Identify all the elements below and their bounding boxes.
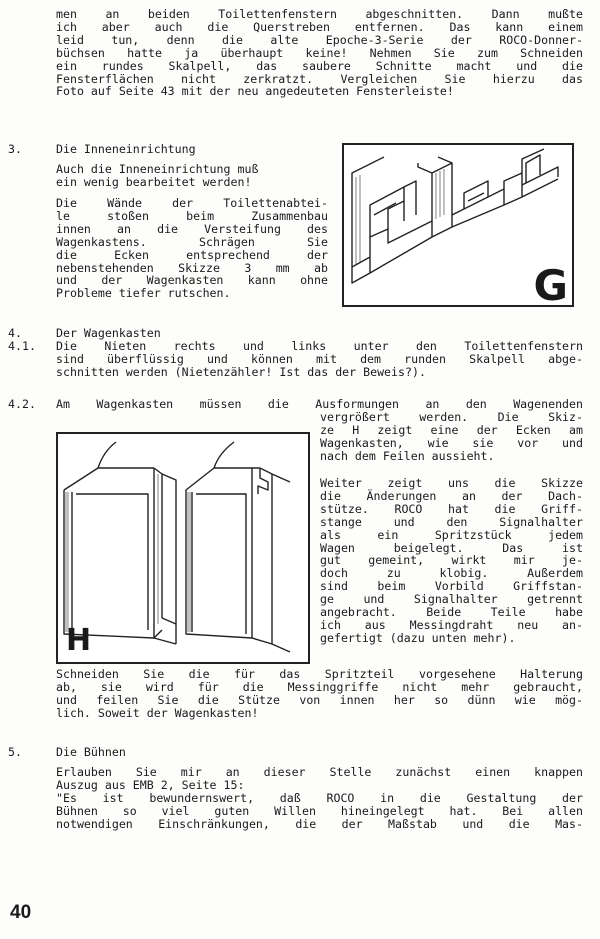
text-line: Die Nieten rechts und links unter den Toilettenfenstern [56,339,583,353]
text-line: Wagen beigelegt. Das ist [320,540,583,555]
text-line: vergrößert werden. Die Skiz- [320,410,583,424]
section-4-2-first-line [56,398,583,411]
section-number: 4. [8,326,22,340]
section-heading: Der Wagenkasten [56,326,161,340]
text-line: Fensterflächen nicht zerkratzt. Vergleichen Sie hierzu das [56,71,583,86]
section-heading: Die Bühnen [56,745,126,759]
text-line: doch zu klobig. Außerdem [320,566,583,581]
text-line: Weiter zeigt uns die Skizze [320,476,583,490]
text-line: sind beim Vorbild Griffstan- [320,579,583,594]
text-line: und der Wagenkasten kann ohne [56,273,328,288]
text-line: und feilen Sie die Stütze von innen her so dünn wie mög- [56,692,583,707]
text-line: Auszug aus EMB 2, Seite 15: [56,777,245,792]
text-line: schnitten werden (Nietenzähler! Ist das der Beweis?). [56,364,426,379]
text-line: notwendigen Einschränkungen, die der Maßstab und die Mas- [56,816,583,831]
text-line: men an beiden Toilettenfenstern abgeschnitten. Dann mußte [56,7,583,21]
text-line: Erlauben Sie mir an dieser Stelle zunächst einen knappen [56,765,583,779]
text-line: Am Wagenkasten müssen die Ausformungen an den Wagenenden [56,397,583,411]
text-line: büchsen hatte ja überhaupt keine! Nehmen Sie zum Schneiden [56,45,583,60]
section-3-paragraph-1 [56,163,328,189]
section-5-paragraph [56,766,583,831]
text-line: stütze. ROCO hat die Griff- [320,501,583,516]
section-number: 5. [8,745,22,759]
text-line: ein wenig bearbeitet werden! [56,174,252,189]
section-number: 3. [8,142,22,156]
text-line: nebenstehenden Skizze 3 mm ab [56,260,328,275]
subsection-number: 4.1. [8,339,36,353]
text-line: ge und Signalhalter getrennt [320,592,583,607]
text-line: die Ecken entsprechend der [56,247,328,262]
intro-paragraph [56,8,583,98]
text-line: gut gemeint, wirkt mir je- [320,553,583,568]
figure-g-sketch [342,143,574,310]
text-line: "Es ist bewundernswert, daß ROCO in die Gestaltung der [56,790,583,805]
text-line: die Änderungen an der Dach- [320,488,583,503]
text-line: ich aus Messingdraht neu an- [320,617,583,632]
text-line: Bühnen so viel guten Willen hineingelegt hat. Bei allen [56,803,583,818]
page-number: 40 [10,902,32,923]
text-line: nach dem Feilen aussieht. [320,448,495,463]
section-heading: Die Inneneinrichtung [56,142,196,156]
figure-label: H [66,623,92,658]
section-4-2-right-column-a [320,411,583,463]
text-line: le stoßen beim Zusammenbau [56,208,328,223]
text-line: Auch die Inneneinrichtung muß [56,162,259,176]
text-line: Probleme tiefer rutschen. [56,286,231,301]
text-line: Schneiden Sie die für das Spritzteil vorgesehene Halterung [56,667,583,681]
text-line: innen an die Versteifung des [56,221,328,236]
text-line: Foto auf Seite 43 mit der neu angedeuteten Fensterleiste! [56,84,454,99]
text-line: ich aber auch die Querstreben entfernen. Das kann einem [56,19,583,34]
section-4-2-bottom-paragraph [56,668,583,720]
text-line: ein rundes Skalpell, das saubere Schnitte macht und die [56,58,583,73]
text-line: ze H zeigt eine der Ecken am [320,422,583,437]
figure-label: G [533,261,568,310]
text-line: Die Wände der Toilettenabtei- [56,196,328,210]
text-line: lich. Soweit der Wagenkasten! [56,705,259,720]
text-line: gefertigt (dazu unten mehr). [320,630,516,645]
section-3-paragraph-2 [56,197,328,300]
section-4-2-right-column-b [320,477,583,645]
text-line: Wagenkasten, wie sie vor und [320,435,583,450]
text-line: angebracht. Beide Teile habe [320,605,583,620]
subsection-number: 4.2. [8,397,36,411]
text-line: ab, sie wird für die Messinggriffe nicht mehr gebraucht, [56,679,583,694]
text-line: stange und den Signalhalter [320,514,583,529]
figure-h-sketch [56,432,310,664]
text-line: Wagenkastens. Schrägen Sie [56,234,328,249]
text-line: sind überflüssig und können mit dem runden Skalpell abge- [56,351,583,366]
section-4-1-paragraph [56,340,583,379]
text-line: als ein Spritzstück jedem [320,527,583,542]
text-line: leid tun, denn die alte Epoche-3-Serie der ROCO-Donner- [56,32,583,47]
